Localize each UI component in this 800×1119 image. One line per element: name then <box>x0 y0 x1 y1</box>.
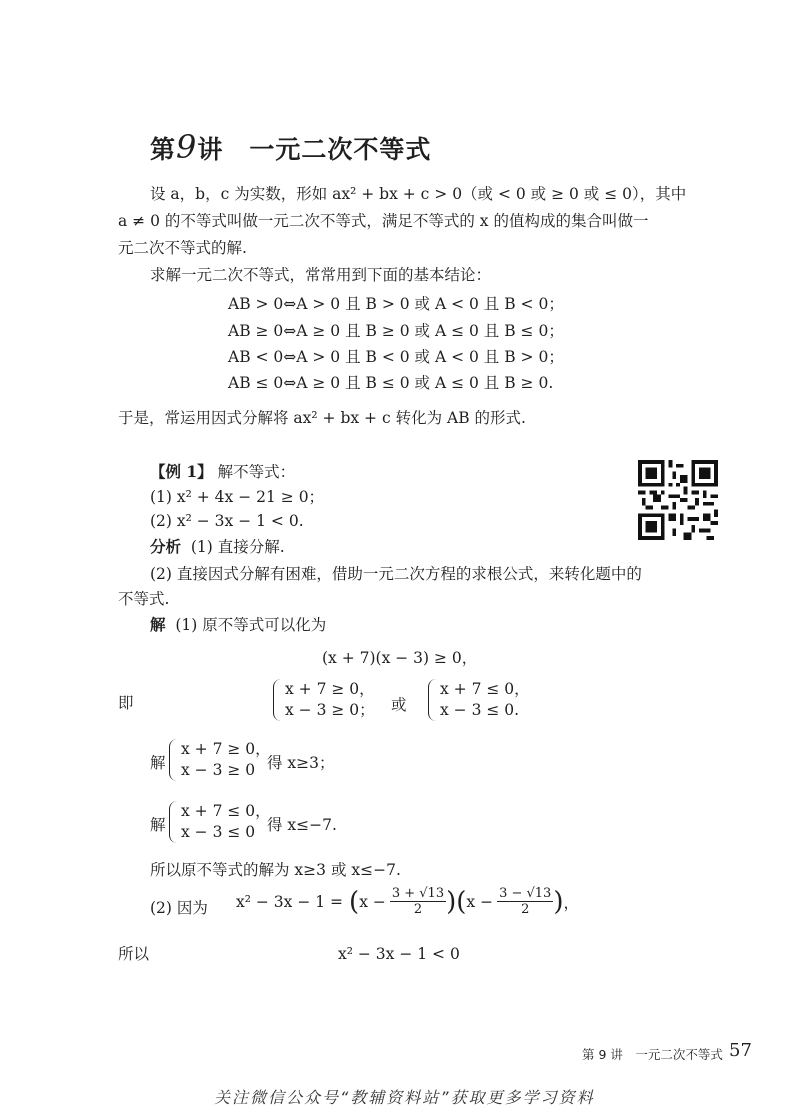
factor-2-prefix: x − <box>466 892 494 911</box>
factored-inequality: (x + 7)(x − 3) ≥ 0， <box>322 649 478 667</box>
intro-line-2: a ≠ 0 的不等式叫做一元二次不等式，满足不等式的 x 的值构成的集合叫做一 <box>118 212 649 230</box>
rule-3: AB < 0⇔A > 0 且 B < 0 或 A < 0 且 B > 0； <box>228 348 564 366</box>
system-2 <box>428 679 530 721</box>
example-heading <box>150 461 295 483</box>
title-number: 9 <box>176 128 198 166</box>
title-suffix: 讲 <box>197 135 224 164</box>
title-text: 一元二次不等式 <box>249 135 432 164</box>
paren-open-1: ( <box>349 886 360 917</box>
paren-open-2: ( <box>456 886 467 917</box>
qr-code <box>638 460 718 540</box>
case-2-line-1: x + 7 ≤ 0， <box>181 802 271 820</box>
fraction-2 <box>497 886 553 917</box>
part-2-tail: ， <box>563 893 580 912</box>
brace-3 <box>169 739 178 781</box>
jie-label-1: 解 <box>150 754 166 772</box>
jie-label-2: 解 <box>150 816 166 834</box>
case-1-line-1: x + 7 ≥ 0， <box>181 740 271 758</box>
case-1-system <box>169 739 271 781</box>
system-1-line-1: x + 7 ≥ 0， <box>285 680 375 698</box>
intro-line-3: 元二次不等式的解. <box>118 239 247 257</box>
title-prefix: 第 <box>150 135 177 164</box>
ji-label: 即 <box>118 694 134 712</box>
case-2-line-2: x − 3 ≤ 0 <box>181 823 256 841</box>
paren-close-2: ) <box>553 886 564 917</box>
page-title <box>150 128 431 166</box>
rule-4: AB ≤ 0⇔A ≥ 0 且 B ≤ 0 或 A ≤ 0 且 B ≥ 0. <box>228 374 554 392</box>
fraction-1-numerator: 3 + √13 <box>391 886 445 901</box>
fraction-1 <box>390 886 446 917</box>
paren-close-1: ) <box>446 886 457 917</box>
intro-line-1: 设 a，b，c 为实数，形如 ax² + bx + c > 0（或 < 0 或 ≥ 0 或 ≤ 0），其中 <box>150 185 687 203</box>
example-prompt: 解不等式： <box>217 463 296 481</box>
summary: 所以原不等式的解为 x≥3 或 x≤−7. <box>150 861 401 879</box>
example-label: 【例 1】 <box>150 462 213 481</box>
huo-label: 或 <box>391 696 407 714</box>
part-2-intro: (2) 因为 <box>150 899 208 917</box>
part-2-final: x² − 3x − 1 < 0 <box>338 945 460 963</box>
watermark-text: 关注微信公众号“教辅资料站”获取更多学习资料 <box>214 1088 595 1107</box>
solution-label: 解 <box>150 615 166 634</box>
system-2-line-2: x − 3 ≤ 0. <box>440 701 520 719</box>
system-1 <box>273 679 375 721</box>
conclusion-text: 于是，常运用因式分解将 ax² + bx + c 转化为 AB 的形式. <box>118 409 526 427</box>
fraction-1-denominator: 2 <box>413 902 423 917</box>
analysis-2-line-1: (2) 直接因式分解有困难，借助一元二次方程的求根公式，来转化题中的 <box>150 565 642 583</box>
rule-1: AB > 0⇔A > 0 且 B > 0 或 A < 0 且 B < 0； <box>228 295 564 313</box>
case-2-result: 得 x≤−7. <box>267 816 337 834</box>
case-2-system <box>169 801 271 843</box>
part-2-lhs: x² − 3x − 1 = <box>236 892 344 911</box>
fraction-2-numerator: 3 − √13 <box>499 886 552 901</box>
brace-2 <box>428 679 437 721</box>
system-1-line-2: x − 3 ≥ 0； <box>285 701 375 719</box>
page-number: 57 <box>729 1040 752 1061</box>
rule-2: AB ≥ 0⇔A ≥ 0 且 B ≥ 0 或 A ≤ 0 且 B ≤ 0； <box>228 322 564 340</box>
brace-4 <box>169 801 178 843</box>
question-2: (2) x² − 3x − 1 < 0. <box>150 512 304 530</box>
fraction-2-denominator: 2 <box>521 902 530 917</box>
question-1: (1) x² + 4x − 21 ≥ 0； <box>150 488 325 506</box>
footer-chapter-label: 第 9 讲 一元二次不等式 <box>582 1047 723 1062</box>
analysis-1: 分析 (1) 直接分解. <box>150 537 285 556</box>
analysis-label: 分析 <box>150 537 182 556</box>
intro-line-4: 求解一元二次不等式，常常用到下面的基本结论： <box>150 266 492 284</box>
part-2-factorization <box>236 886 579 917</box>
factor-1-prefix: x − <box>359 892 386 911</box>
brace-1 <box>273 679 282 721</box>
system-2-line-1: x + 7 ≤ 0， <box>440 680 530 698</box>
analysis-2-line-2: 不等式. <box>118 590 170 608</box>
case-1-result: 得 x≥3； <box>267 754 335 772</box>
solution-1: 解 (1) 原不等式可以化为 <box>150 615 327 634</box>
suoyi-label: 所以 <box>118 945 150 963</box>
case-1-line-2: x − 3 ≥ 0 <box>181 761 256 779</box>
